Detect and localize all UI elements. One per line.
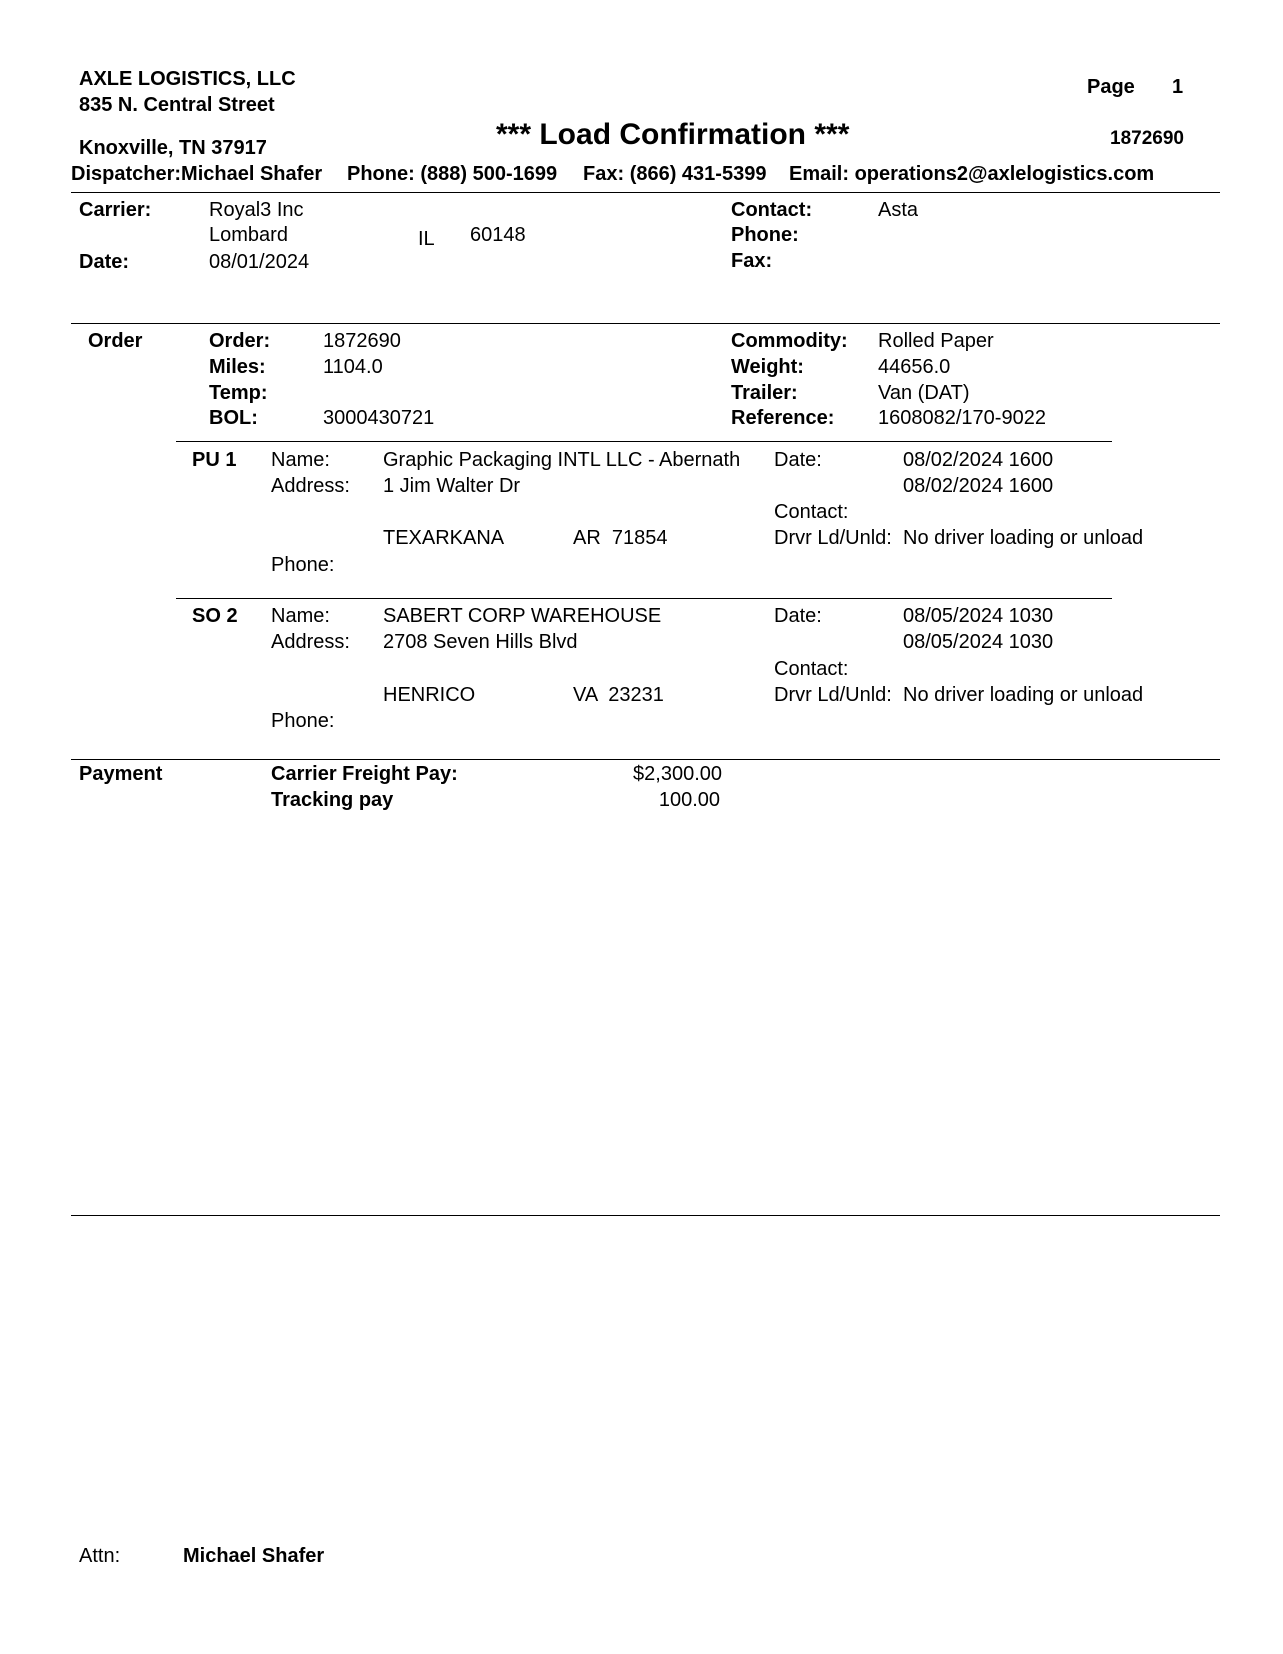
- stop-date-2: 08/02/2024 1600: [903, 475, 1054, 497]
- commodity-label: Commodity:: [731, 330, 848, 352]
- attn-name: Michael Shafer: [183, 1545, 325, 1567]
- stop-divider: [176, 598, 1112, 599]
- dispatcher-label: Dispatcher:: [71, 163, 182, 185]
- carrier-date: 08/01/2024: [209, 251, 310, 273]
- carrier-city: Lombard: [209, 224, 288, 246]
- carrier-name: Royal3 Inc: [209, 199, 304, 221]
- dispatcher-line: [71, 164, 322, 184]
- order-section-label: Order: [88, 330, 143, 352]
- stop-date-label: Date:: [774, 449, 822, 471]
- stop-name-label: Name:: [271, 605, 330, 627]
- payment-item-amount: 100.00: [658, 789, 720, 811]
- trailer-label: Trailer:: [731, 382, 798, 404]
- carrier-fax-label: Fax:: [731, 250, 773, 272]
- dispatcher-email: Email: operations2@axlelogistics.com: [789, 163, 1155, 185]
- stop-name: SABERT CORP WAREHOUSE: [383, 605, 662, 627]
- company-city-state-zip: Knoxville, TN 37917: [79, 137, 267, 159]
- stop-contact-label: Contact:: [774, 658, 849, 680]
- bol-label: BOL:: [209, 407, 258, 429]
- payment-item-label: Tracking pay: [271, 789, 394, 811]
- bol-value: 3000430721: [323, 407, 435, 429]
- stop-address-label: Address:: [271, 475, 350, 497]
- stop-tag: SO 2: [192, 605, 238, 627]
- attn-label: Attn:: [79, 1545, 121, 1567]
- dispatcher-fax: Fax: (866) 431-5399: [583, 163, 767, 185]
- stop-contact-label: Contact:: [774, 501, 849, 523]
- stop-driver: No driver loading or unload: [903, 527, 1144, 549]
- stop-name: Graphic Packaging INTL LLC - Abernath: [383, 449, 741, 471]
- stop-date-label: Date:: [774, 605, 822, 627]
- divider: [71, 323, 1220, 324]
- carrier-phone-label: Phone:: [731, 224, 799, 246]
- contact-name: Asta: [878, 199, 919, 221]
- weight-value: 44656.0: [878, 356, 951, 378]
- weight-label: Weight:: [731, 356, 804, 378]
- dispatcher-phone: Phone: (888) 500-1699: [347, 163, 558, 185]
- miles-label: Miles:: [209, 356, 266, 378]
- stop-name-label: Name:: [271, 449, 330, 471]
- stop-date-1: 08/02/2024 1600: [903, 449, 1054, 471]
- divider: [71, 1215, 1220, 1216]
- order-number: 1872690: [323, 330, 401, 352]
- stop-phone-label: Phone:: [271, 554, 335, 576]
- payment-section-label: Payment: [79, 763, 163, 785]
- dispatcher-name: Michael Shafer: [181, 163, 323, 185]
- stop-divider: [176, 441, 1112, 442]
- contact-label: Contact:: [731, 199, 813, 221]
- carrier-zip: 60148: [470, 224, 526, 246]
- reference-value: 1608082/170-9022: [878, 407, 1046, 429]
- stop-date-2: 08/05/2024 1030: [903, 631, 1054, 653]
- carrier-date-label: Date:: [79, 251, 130, 273]
- stop-state-zip: AR 71854: [573, 527, 668, 549]
- stop-tag: PU 1: [192, 449, 237, 471]
- stop-phone-label: Phone:: [271, 710, 335, 732]
- document-title: *** Load Confirmation ***: [496, 118, 850, 151]
- trailer-value: Van (DAT): [878, 382, 970, 404]
- load-number: 1872690: [1110, 128, 1184, 149]
- commodity-value: Rolled Paper: [878, 330, 994, 352]
- carrier-state: IL: [418, 228, 435, 250]
- divider: [71, 192, 1220, 193]
- stop-address: 2708 Seven Hills Blvd: [383, 631, 578, 653]
- stop-city: HENRICO: [383, 684, 476, 706]
- stop-state-zip: VA 23231: [573, 684, 664, 706]
- stop-city: TEXARKANA: [383, 527, 505, 549]
- payment-item-label: Carrier Freight Pay:: [271, 763, 458, 785]
- temp-label: Temp:: [209, 382, 268, 404]
- miles-value: 1104.0: [323, 356, 383, 378]
- stop-driver-label: Drvr Ld/Unld:: [774, 684, 892, 706]
- company-street: 835 N. Central Street: [79, 94, 275, 116]
- divider: [71, 759, 1220, 760]
- carrier-label: Carrier:: [79, 199, 152, 221]
- page-number: 1: [1172, 76, 1184, 98]
- reference-label: Reference:: [731, 407, 835, 429]
- order-label: Order:: [209, 330, 271, 352]
- stop-driver-label: Drvr Ld/Unld:: [774, 527, 892, 549]
- company-name: AXLE LOGISTICS, LLC: [79, 68, 296, 90]
- stop-address-label: Address:: [271, 631, 350, 653]
- payment-item-amount: $2,300.00: [633, 763, 722, 785]
- stop-address: 1 Jim Walter Dr: [383, 475, 521, 497]
- stop-date-1: 08/05/2024 1030: [903, 605, 1054, 627]
- page-label: Page: [1087, 76, 1135, 98]
- stop-driver: No driver loading or unload: [903, 684, 1144, 706]
